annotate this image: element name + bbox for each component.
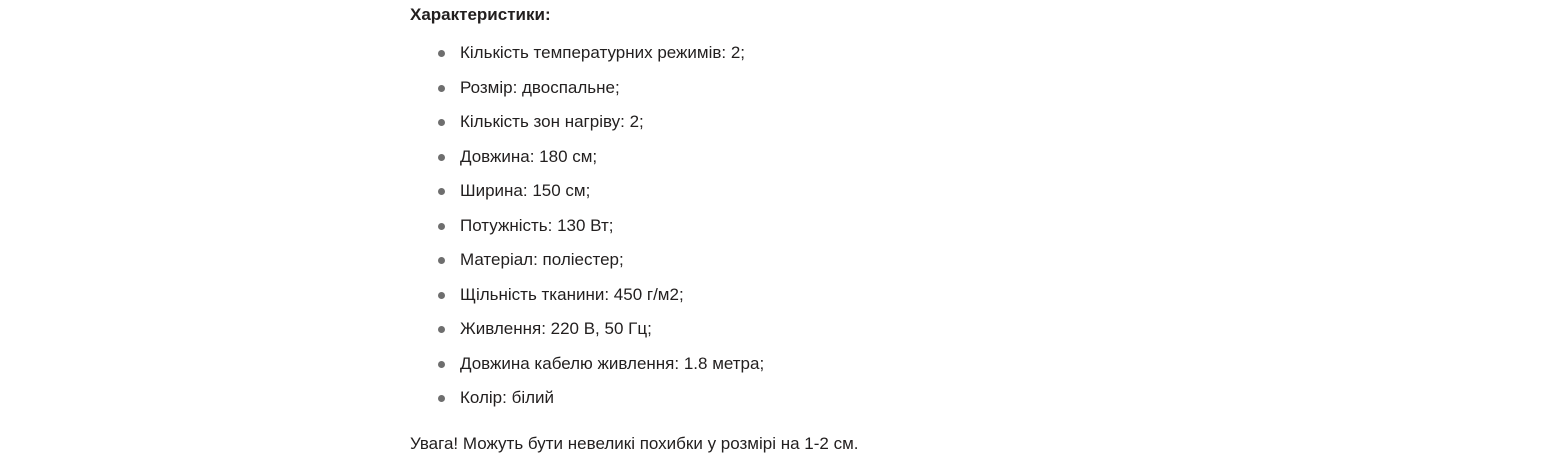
bullet-icon xyxy=(438,85,445,92)
spec-item xyxy=(410,284,1170,319)
spec-text: Матеріал: поліестер; xyxy=(460,250,624,269)
spec-text: Потужність: 130 Вт; xyxy=(460,215,614,235)
spec-item xyxy=(410,387,1170,422)
spec-item xyxy=(410,180,1170,215)
spec-text: Довжина: 180 см; xyxy=(460,146,598,166)
spec-item xyxy=(410,111,1170,146)
spec-text: Кількість температурних режимів: 2; xyxy=(460,43,746,62)
spec-item xyxy=(410,215,1170,250)
bullet-icon xyxy=(438,292,445,299)
spec-item xyxy=(410,42,1170,77)
bullet-icon xyxy=(438,361,445,368)
spec-item xyxy=(410,249,1170,284)
spec-item xyxy=(410,146,1170,181)
spec-item xyxy=(410,318,1170,353)
spec-text: Довжина кабелю живлення: 1.8 метра; xyxy=(460,353,765,373)
bullet-icon xyxy=(438,50,445,57)
bullet-icon xyxy=(438,395,445,402)
bullet-icon xyxy=(438,326,445,333)
spec-text: Колір: білий xyxy=(460,388,555,407)
bullet-icon xyxy=(438,154,445,161)
product-description xyxy=(410,4,1170,455)
bullet-icon xyxy=(438,119,445,126)
spec-list xyxy=(410,42,1170,422)
bullet-icon xyxy=(438,257,445,264)
size-warning-note: Увага! Можуть бути невеликі похибки у розмірі на 1-2 см. xyxy=(410,433,859,453)
characteristics-heading: Характеристики: xyxy=(410,5,551,24)
spec-item xyxy=(410,77,1170,112)
spec-item xyxy=(410,353,1170,388)
spec-text: Розмір: двоспальне; xyxy=(460,77,620,97)
spec-text: Ширина: 150 см; xyxy=(460,181,591,200)
spec-text: Щільність тканини: 450 г/м2; xyxy=(460,284,684,304)
bullet-icon xyxy=(438,223,445,230)
spec-text: Живлення: 220 В, 50 Гц; xyxy=(460,319,652,338)
spec-text: Кількість зон нагріву: 2; xyxy=(460,112,644,131)
bullet-icon xyxy=(438,188,445,195)
